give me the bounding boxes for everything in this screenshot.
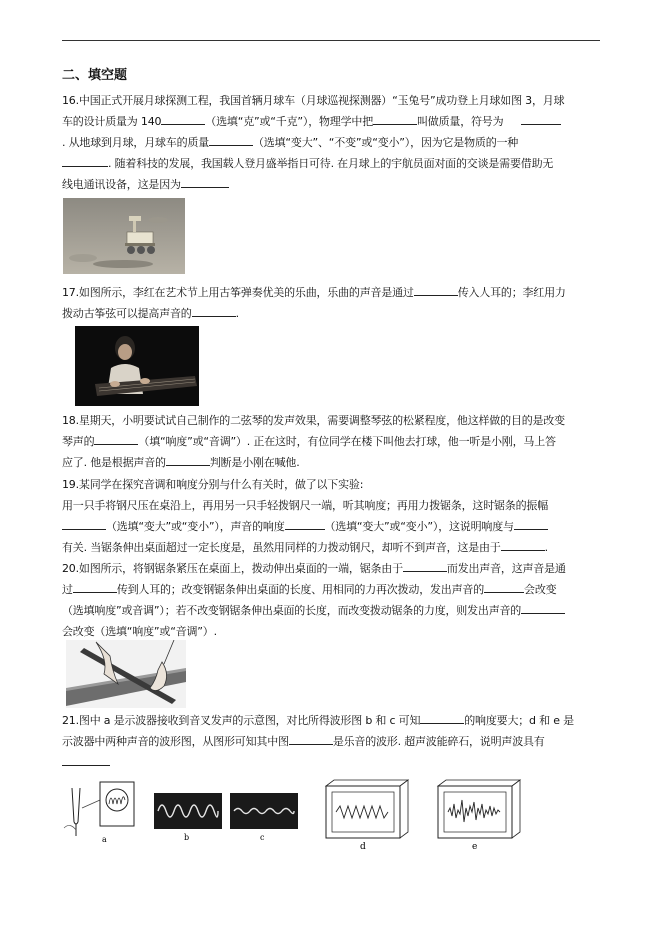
q16-line-3: [62, 132, 602, 153]
q21-line-1: [62, 710, 602, 731]
q21-text: 21.图中 a 是示波器接收到音叉发声的示意图，对比所得波形图 b 和 c 可知: [62, 714, 421, 727]
q16-line-2: [62, 111, 602, 132]
q16-text: 线电通讯设备，这是因为: [62, 178, 181, 191]
q20-line-3: [62, 600, 602, 621]
answer-blank[interactable]: [62, 154, 108, 167]
answer-blank[interactable]: [285, 517, 325, 530]
q17-text: 拨动古筝弦可以提高声音的: [62, 307, 192, 320]
figure-label-a: a: [102, 835, 107, 844]
answer-blank[interactable]: [166, 453, 210, 466]
answer-blank[interactable]: [161, 112, 205, 125]
question-21: [62, 710, 602, 773]
figure-e-noise-waveform: [434, 778, 522, 852]
answer-blank[interactable]: [289, 732, 333, 745]
question-20: [62, 558, 602, 642]
q21-text: 示波器中两种声音的波形图，从图形可知其中图: [62, 735, 289, 748]
q16-text: . 从地球到月球，月球车的质量: [62, 136, 209, 149]
answer-blank[interactable]: [73, 580, 117, 593]
figure-label-b: b: [184, 833, 190, 841]
q19-text: （选填“变大”或“变小”），声音的响度: [106, 520, 285, 533]
q17-line-1: [62, 282, 602, 303]
q20-text: 会改变（选填“响度”或“音调”）.: [62, 625, 217, 638]
figure-label-d: d: [360, 842, 366, 852]
q16-line-4: [62, 153, 602, 174]
q18-text: 18.星期天，小明要试试自己制作的二弦琴的发声效果，需要调整琴弦的松紧程度，他这样做的目的是改变: [62, 414, 565, 427]
answer-blank[interactable]: [192, 304, 236, 317]
q16-text: 16.中国正式开展月球探测工程，我国首辆月球车（月球巡视探测器）“玉兔号”成功登上月球如图 3，月球: [62, 94, 565, 107]
q20-line-4: [62, 621, 602, 642]
q21-line-2: [62, 731, 602, 752]
figure-d-musical-waveform: [322, 778, 410, 852]
q18-line-1: [62, 410, 602, 431]
figure-a-oscilloscope: [60, 778, 146, 848]
q17-text: .: [235, 307, 239, 320]
answer-blank[interactable]: [484, 580, 524, 593]
answer-blank[interactable]: [373, 112, 417, 125]
q16-line-5: [62, 174, 602, 195]
q20-text: 传到人耳的；改变钢锯条伸出桌面的长度、用相同的力再次拨动，发出声音的: [116, 583, 485, 596]
figure-c-waveform: [230, 793, 298, 841]
answer-blank[interactable]: [501, 538, 545, 551]
q19-text: （选填“变大”或“变小”），这说明响度与: [324, 520, 514, 533]
q17-text: 传入人耳的；李红用力: [457, 286, 566, 299]
answer-blank[interactable]: [62, 753, 110, 766]
figure-b-waveform: [154, 793, 222, 841]
q16-line-1: [62, 90, 602, 111]
q19-text: 用一只手将钢尺压在桌沿上，再用另一只手轻拨钢尺一端，听其响度；再用力拨锯条，这时锯条的振幅: [62, 499, 548, 512]
q18-text: 琴声的: [62, 435, 95, 448]
section-title: 二、填空题: [62, 68, 128, 83]
q19-line-1: [62, 474, 602, 495]
q19-text: .: [544, 541, 548, 554]
header-rule: [62, 40, 600, 41]
answer-blank[interactable]: [181, 175, 229, 188]
figure-label-e: e: [472, 842, 478, 852]
q20-line-2: [62, 579, 602, 600]
q21-line-3: [62, 752, 602, 773]
answer-blank[interactable]: [62, 517, 106, 530]
q19-text: 有关. 当锯条伸出桌面超过一定长度是，虽然用同样的力拨动钢尺，却听不到声音，这是由于: [62, 541, 501, 554]
q21-text: 是乐音的波形. 超声波能碎石，说明声波具有: [332, 735, 545, 748]
answer-blank[interactable]: [420, 711, 464, 724]
q21-text: 的响度要大；d 和 e 是: [464, 714, 574, 727]
answer-blank[interactable]: [514, 517, 548, 530]
q16-text: 车的设计质量为 140: [62, 115, 162, 128]
q16-text: （选填“克”或“千克”），物理学中把: [205, 115, 373, 128]
q18-text: （填“响度”或“音调”）. 正在这时，有位同学在楼下叫他去打球，他一听是小刚，马上答: [138, 435, 556, 448]
q20-text: 20.如图所示，将钢锯条紧压在桌面上，拨动伸出桌面的一端，锯条由于: [62, 562, 403, 575]
q17-text: 17.如图所示，李红在艺术节上用古筝弹奏优美的乐曲，乐曲的声音是通过: [62, 286, 414, 299]
question-18: [62, 410, 602, 473]
answer-blank[interactable]: [521, 112, 561, 125]
answer-blank[interactable]: [209, 133, 253, 146]
q19-line-2: [62, 495, 602, 516]
q16-text: （选填“变大”、“不变”或“变小”），因为它是物质的一种: [253, 136, 519, 149]
q18-line-2: [62, 431, 602, 452]
question-19: [62, 474, 602, 558]
q20-line-1: [62, 558, 602, 579]
q20-text: 而发出声音，这声音是通: [446, 562, 566, 575]
saw-blade-figure: [66, 640, 186, 708]
q18-text: 判断是小刚在喊他.: [209, 456, 300, 469]
q16-text: 叫做质量，符号为: [417, 115, 504, 128]
q20-text: （选填响度”或音调”）；若不改变钢锯条伸出桌面的长度，而改变拨动锯条的力度，则发出声音的: [62, 604, 522, 617]
q19-text: 19.某同学在探究音调和响度分别与什么有关时，做了以下实验:: [62, 478, 364, 491]
lunar-rover-photo: [63, 198, 185, 274]
q16-text: . 随着科技的发展，我国载人登月盛举指日可待. 在月球上的宇航员面对面的交谈是需要借助无: [108, 157, 554, 170]
answer-blank[interactable]: [94, 432, 138, 445]
q19-line-4: [62, 537, 602, 558]
answer-blank[interactable]: [414, 283, 458, 296]
q18-line-3: [62, 452, 602, 473]
answer-blank[interactable]: [521, 601, 565, 614]
question-17: [62, 282, 602, 324]
q17-line-2: [62, 303, 602, 324]
question-16: [62, 90, 602, 195]
q20-text: 会改变: [524, 583, 557, 596]
answer-blank[interactable]: [403, 559, 447, 572]
figure-label-c: c: [260, 833, 265, 841]
q19-line-3: [62, 516, 602, 537]
guzheng-performer-photo: [75, 326, 199, 406]
q18-text: 应了. 他是根据声音的: [62, 456, 166, 469]
q20-text: 过: [62, 583, 73, 596]
